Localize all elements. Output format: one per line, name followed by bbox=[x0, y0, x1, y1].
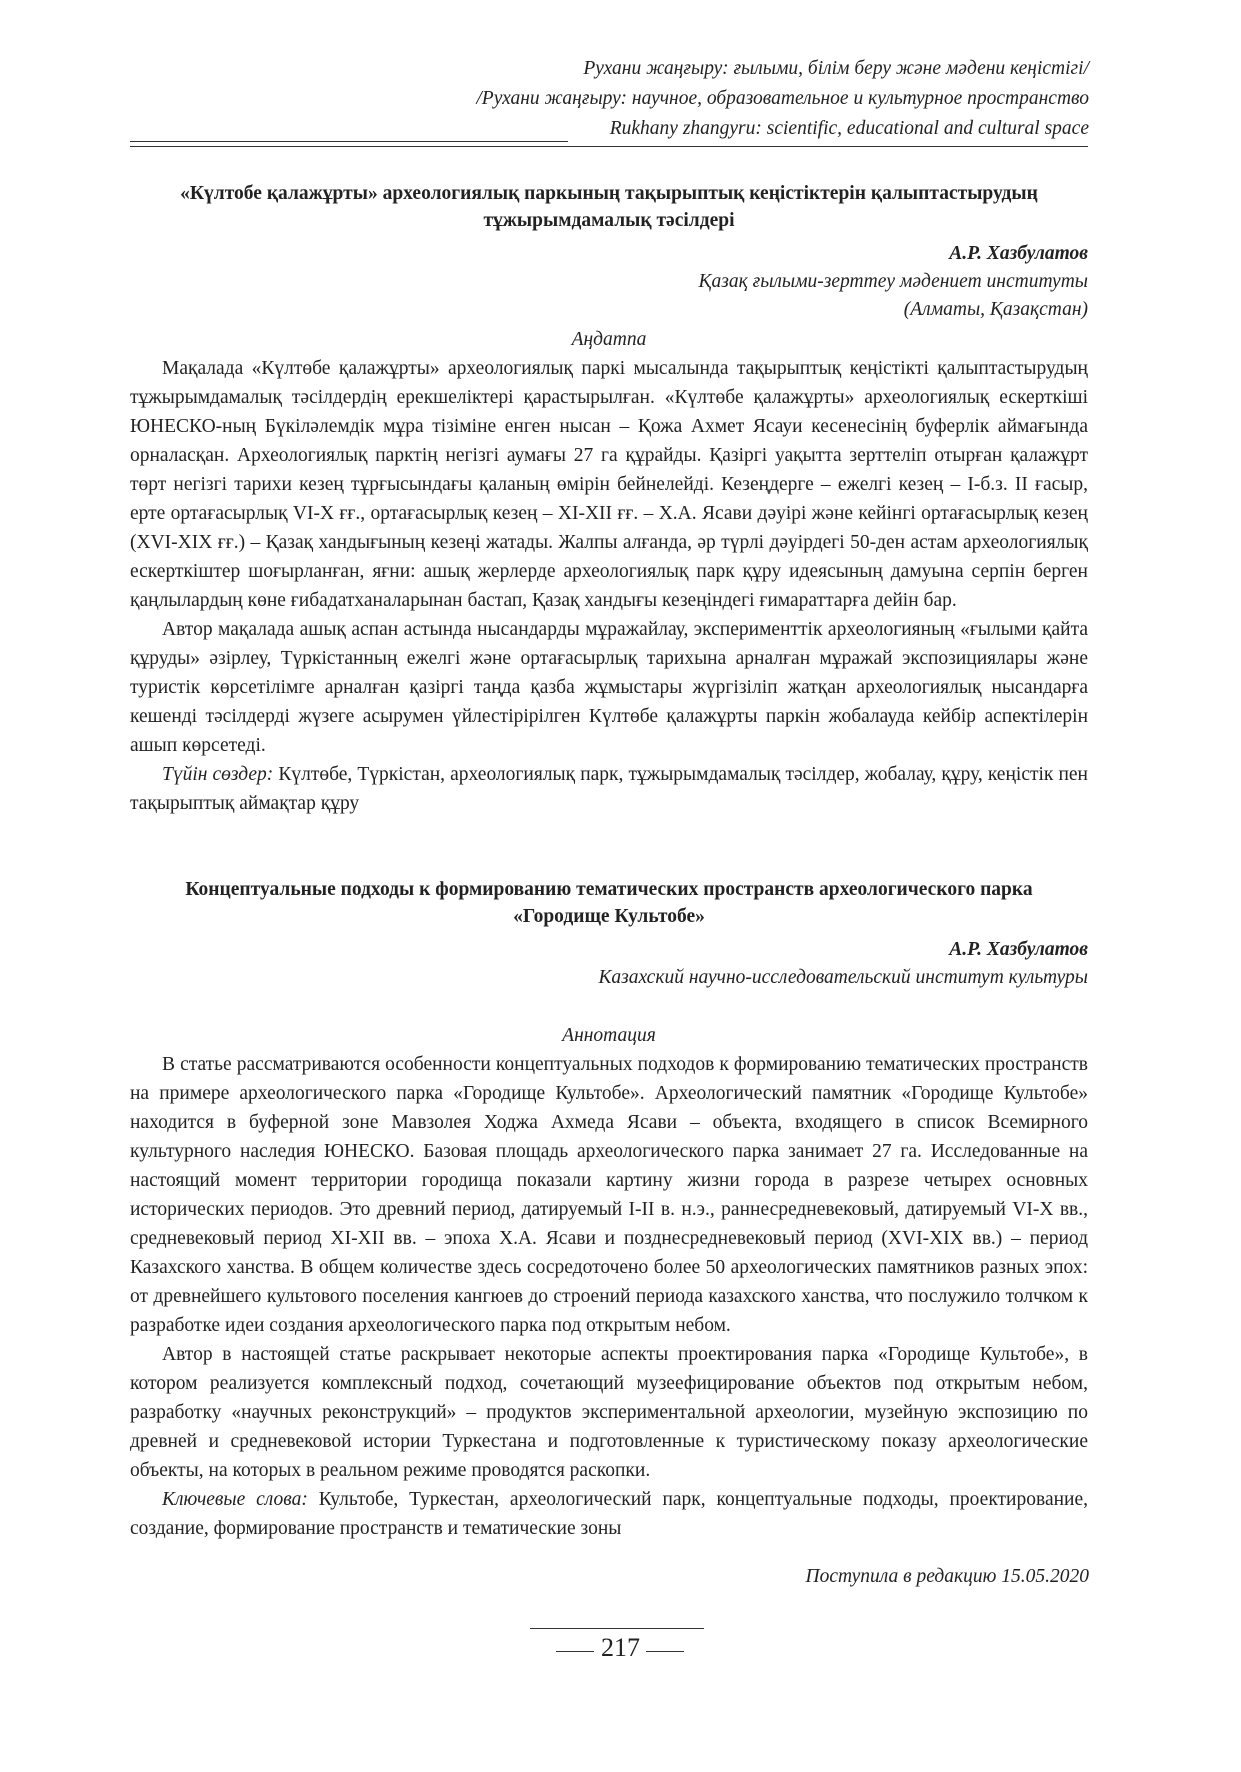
kz-abstract-body bbox=[130, 354, 1088, 818]
ru-keywords bbox=[130, 1485, 1088, 1543]
ru-institution: Казахский научно-исследовательский институт культуры bbox=[598, 967, 1088, 988]
kz-institution: Қазақ ғылыми-зерттеу мәдениет институты bbox=[698, 271, 1088, 292]
ru-title-line-1: Концептуальные подходы к формированию тематических пространств археологического парка bbox=[185, 879, 1033, 900]
running-header-line-3: Rukhany zhangyru: scientific, educational and cultural space bbox=[609, 118, 1089, 139]
ru-keywords-label: Ключевые слова: bbox=[162, 1489, 308, 1510]
ru-title-line-2: «Городище Культобе» bbox=[513, 906, 705, 927]
page-number-top-rule bbox=[530, 1628, 704, 1629]
running-header-line-1: Рухани жаңғыру: ғылыми, білім беру және мәдени кеңістігі/ bbox=[583, 58, 1089, 79]
header-short-rule bbox=[130, 141, 568, 142]
received-date: Поступила в редакцию 15.05.2020 bbox=[805, 1566, 1089, 1587]
page-number: 217 bbox=[601, 1633, 640, 1662]
kz-title bbox=[130, 180, 1088, 234]
kz-abstract-paragraph-1: Мақалада «Күлтөбе қалажұрты» археологиялық паркі мысалында тақырыптық кеңістікті қалыптастырудың тұжырымдамалық тәсілдердің ерекшеліктері қарастырылған. «Күлтөбе қалажұрты» археологиялық ескерткіші ЮНЕСКО-ның Бүкіләлемдік мұра тізіміне енген нысан – Қожа Ахмет Ясауи кесенесінің буферлік аймағында орналасқан. Археологиялық парктің негізгі аумағы 27 га құрайды. Қазіргі уақытта зерттеліп отырған қалажұрт төрт негізгі тарихи кезең тұрғысындағы қаланың өмірін бейнелейді. Кезеңдерге – ежелгі кезең – I-б.з. II ғасыр, ерте ортағасырлық VI-X ғғ., ортағасырлық кезең – XI-XII ғғ. – Х.А. Ясави дәуірі және кейінгі ортағасырлық кезең (XVI-XIX ғғ.) – Қазақ хандығының кезеңі жатады. Жалпы алғанда, әр түрлі дәуірдегі 50-ден астам археологиялық ескерткіштер шоғырланған, яғни: ашық жерлерде археологиялық парк құру идеясының дамуына серпін берген қаңлылардың көне ғибадатханаларынан бастап, Қазақ хандығы кезеңіндегі ғимараттарға дейін бар. bbox=[130, 358, 1088, 611]
kz-title-line-1: «Күлтобе қалажұрты» археологиялық паркының тақырыптық кеңістіктерін қалыптастырудың bbox=[180, 183, 1038, 204]
ru-author: А.Р. Хазбулатов bbox=[949, 939, 1088, 960]
ru-keywords-text: Культобе, Туркестан, археологический парк, концептуальные подходы, проектирование, создание, формирование пространств и тематические зоны bbox=[130, 1489, 1088, 1539]
running-header-line-2: /Рухани жаңғыру: научное, образовательное и культурное пространство bbox=[476, 88, 1089, 109]
kz-title-line-2: тұжырымдамалық тәсілдері bbox=[483, 210, 735, 231]
kz-location: (Алматы, Қазақстан) bbox=[903, 299, 1088, 320]
ru-article bbox=[130, 876, 1088, 1543]
ru-abstract-paragraph-2: Автор в настоящей статье раскрывает некоторые аспекты проектирования парка «Городище Культобе», в котором реализуется комплексный подход, сочетающий музеефицирование объектов под открытым небом, разработку «научных реконструкций» – продуктов экспериментальной археологии, музейную экспозицию по древней и средневековой истории Туркестана и подготовленные к туристическому показу археологические объекты, на которых в реальном режиме проводятся раскопки. bbox=[130, 1344, 1088, 1481]
kz-keywords bbox=[130, 760, 1088, 818]
ru-abstract-heading: Аннотация bbox=[562, 1025, 656, 1046]
kz-abstract-heading: Аңдатпа bbox=[571, 329, 647, 350]
kz-article bbox=[130, 180, 1088, 818]
ru-abstract-body bbox=[130, 1050, 1088, 1543]
header-rule bbox=[130, 146, 1088, 147]
kz-author: А.Р. Хазбулатов bbox=[949, 243, 1088, 264]
kz-keywords-text: Күлтөбе, Түркістан, археологиялық парк, тұжырымдамалық тәсілдер, жобалау, құру, кеңістік пен тақырыптық аймақтар құру bbox=[130, 764, 1088, 814]
ru-title bbox=[130, 876, 1088, 930]
kz-keywords-label: Түйін сөздер: bbox=[162, 764, 274, 785]
ru-abstract-paragraph-1: В статье рассматриваются особенности концептуальных подходов к формированию тематических пространств на примере археологического парка «Городище Культобе». Археологический памятник «Городище Культобе» находится в буферной зоне Мавзолея Ходжа Ахмеда Ясави – объекта, входящего в список Всемирного культурного наследия ЮНЕСКО. Базовая площадь археологического парка занимает 27 га. Исследованные на настоящий момент территории городища показали картину жизни города в разрезе четырех основных исторических периодов. Это древний период, датируемый I-II в. н.э., раннесредневековый, датируемый VI-X вв., средневековый период XI-XII вв. – эпоха Х.А. Ясави и позднесредневековый период (XVI-XIX вв.) – период Казахского ханства. В общем количестве здесь сосредоточено более 50 археологических памятников разных эпох: от древнейшего культового поселения кангюев до строений периода казахского ханства, что послужило толчком к разработке идеи создания археологического парка под открытым небом. bbox=[130, 1054, 1088, 1336]
kz-abstract-paragraph-2: Автор мақалада ашық аспан астында нысандарды мұражайлау, эксперименттік археологияның «ғылыми қайта құруды» әзірлеу, Түркістанның ежелгі және ортағасырлық тарихына арналған мұражай экспозициялары және туристік көрсетілімге арналған қазіргі таңда қазба жұмыстары жүргізіліп жатқан археологиялық нысандарға кешенді тәсілдерді жүзеге асырумен үйлестірірілген Күлтөбе қалажұрты паркін жобалауда кейбір аспектілерін ашып көрсетеді. bbox=[130, 619, 1088, 756]
